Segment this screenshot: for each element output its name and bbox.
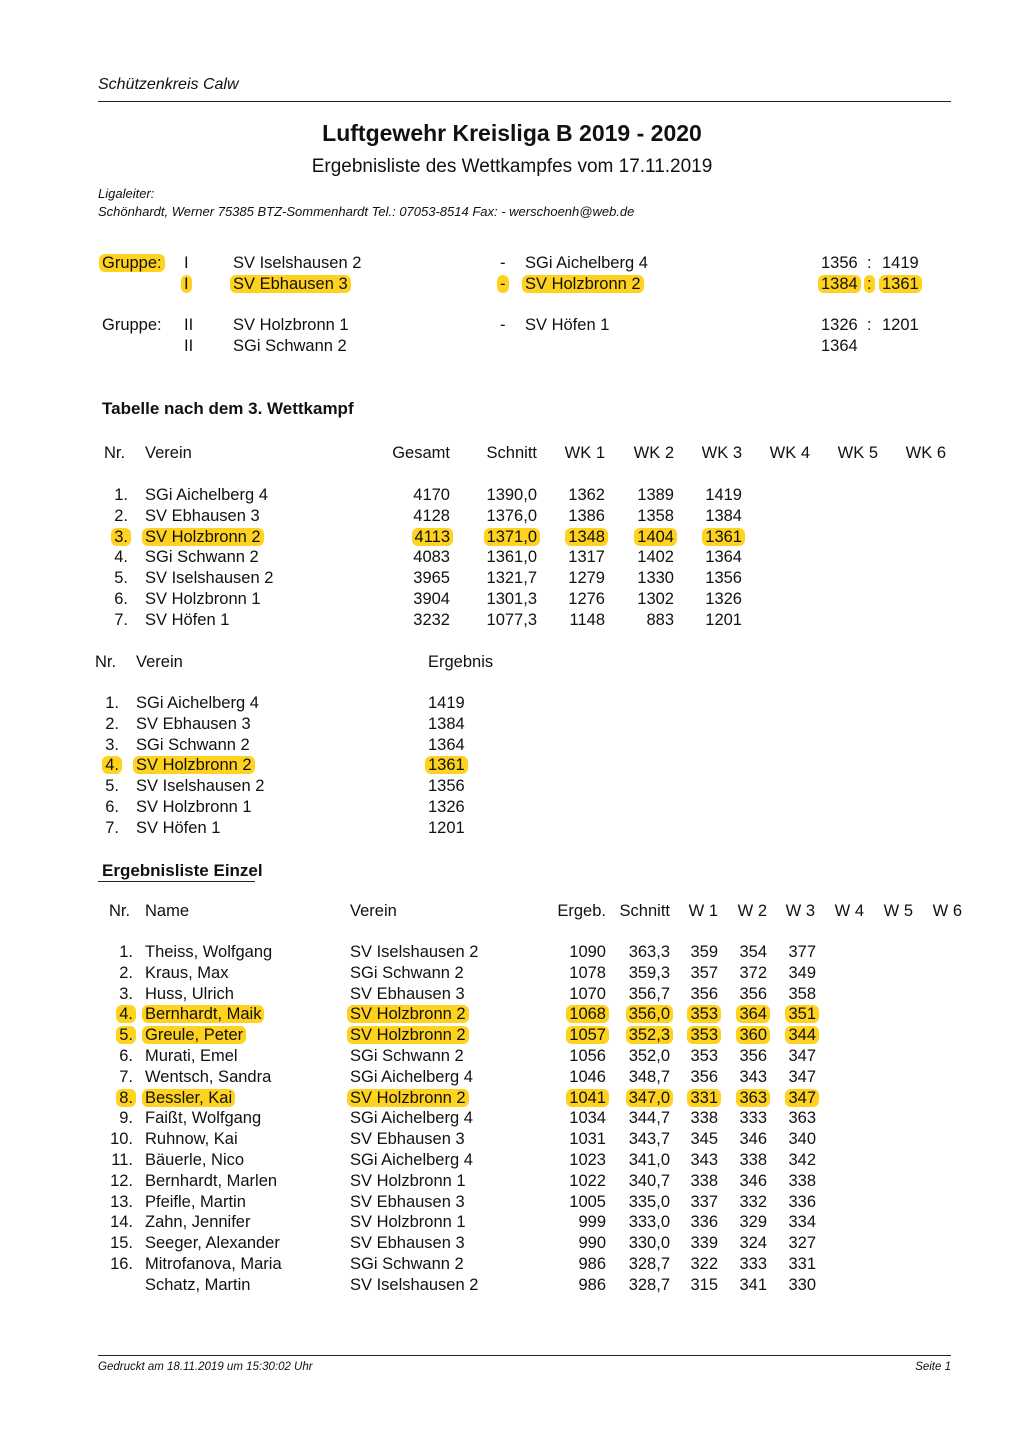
einzel-heading-underline <box>98 881 255 882</box>
standings-cell-wk1: 1386 <box>568 506 605 525</box>
result-cell-ergebnis: 1384 <box>428 714 465 733</box>
result-cell-ergebnis: 1361 <box>428 756 465 775</box>
einzel-cell-schnitt: 352,0 <box>628 1047 670 1065</box>
einzel-cell-name: Ruhnow, Kai <box>145 1130 238 1149</box>
match-score-away: 1201 <box>882 316 919 334</box>
einzel-cell-verein: SV Ebhausen 3 <box>350 984 465 1003</box>
einzel-cell-w1: 353 <box>598 1005 718 1024</box>
match-score-home: 1364 <box>821 337 858 355</box>
standings-cell-gesamt: 4170 <box>413 486 450 504</box>
result-cell-nr: 3. <box>105 735 119 754</box>
einzel-cell-name: Theiss, Wolfgang <box>145 943 273 961</box>
standings-cell-nr: 4. <box>114 548 128 567</box>
match-group: I <box>184 275 189 294</box>
standings-cell-schnitt: 1361,0 <box>486 548 537 567</box>
einzel-cell-w1: 337 <box>690 1192 718 1211</box>
org-name: Schützenkreis Calw <box>98 76 239 93</box>
einzel-cell-schnitt: 359,3 <box>628 963 670 982</box>
footer-printed: Gedruckt am 18.11.2019 um 15:30:02 Uhr <box>98 1361 313 1373</box>
einzel-cell-schnitt: 333,0 <box>628 1213 670 1232</box>
standings-cell-nr: 1. <box>114 486 128 504</box>
einzel-cell-w2: 360 <box>647 1026 767 1045</box>
einzel-cell-name: Schatz, Martin <box>145 1275 251 1294</box>
einzel-cell-ergeb: 1057 <box>486 1026 606 1045</box>
match-separator: - <box>500 316 506 334</box>
einzel-cell-w3: 347 <box>788 1067 816 1086</box>
einzel-cell-w2: 363 <box>647 1089 767 1108</box>
einzel-cell-w1: 353 <box>690 1047 718 1065</box>
standings-cell-wk2: 1330 <box>637 569 674 588</box>
standings-header-cell: Schnitt <box>486 444 537 462</box>
standings-cell-gesamt: 4128 <box>413 506 450 525</box>
standings-cell-wk2: 883 <box>646 610 674 629</box>
einzel-cell-ergeb: 1005 <box>569 1192 606 1211</box>
einzel-cell-ergeb: 990 <box>578 1234 606 1253</box>
einzel-cell-ergeb: 1022 <box>569 1171 606 1190</box>
einzel-cell-w2: 356 <box>739 1047 767 1065</box>
standings-cell-wk1: 1362 <box>568 486 605 504</box>
result-cell-nr: 2. <box>105 714 119 733</box>
einzel-cell-schnitt: 356,7 <box>628 984 670 1003</box>
einzel-cell-nr: 10. <box>110 1130 133 1149</box>
result-cell-nr: 1. <box>105 694 119 712</box>
match-score-colon: : <box>867 275 872 294</box>
einzel-header-cell: Schnitt <box>619 902 670 920</box>
einzel-cell-nr: 1. <box>119 943 133 961</box>
einzel-cell-schnitt: 328,7 <box>628 1255 670 1273</box>
einzel-cell-w1: 357 <box>690 963 718 982</box>
standings-cell-schnitt: 1077,3 <box>486 610 537 629</box>
einzel-cell-name: Zahn, Jennifer <box>145 1213 251 1232</box>
result-cell-verein: SV Holzbronn 2 <box>136 756 252 775</box>
einzel-cell-verein: SGi Aichelberg 4 <box>350 1109 473 1128</box>
einzel-cell-nr: 16. <box>110 1255 133 1273</box>
standings-cell-wk2: 1402 <box>637 548 674 567</box>
einzel-cell-verein: SGi Schwann 2 <box>350 1047 464 1065</box>
match-score-home: 1326 <box>821 316 858 334</box>
einzel-cell-verein: SGi Aichelberg 4 <box>350 1151 473 1169</box>
match-group: II <box>184 337 194 355</box>
result-cell-verein: SGi Schwann 2 <box>136 735 250 754</box>
match-group-label: Gruppe: <box>102 254 162 273</box>
match-score-colon: : <box>867 254 872 272</box>
standings-cell-verein: SGi Schwann 2 <box>145 548 259 567</box>
standings-cell-gesamt: 3904 <box>413 590 450 608</box>
einzel-cell-w1: 322 <box>690 1255 718 1273</box>
result-cell-nr: 5. <box>105 777 119 796</box>
standings-cell-wk2: 1389 <box>637 486 674 504</box>
standings-header-cell: WK 3 <box>701 444 742 462</box>
einzel-cell-ergeb: 1034 <box>569 1109 606 1128</box>
einzel-cell-name: Bernhardt, Marlen <box>145 1171 278 1190</box>
match-home-team: SV Iselshausen 2 <box>233 254 362 272</box>
einzel-cell-schnitt: 335,0 <box>628 1192 670 1211</box>
match-away-team: SV Holzbronn 2 <box>525 275 641 294</box>
einzel-cell-w1: 356 <box>690 1067 718 1086</box>
einzel-cell-w2: 364 <box>647 1005 767 1024</box>
standings-header-cell: Verein <box>145 444 192 462</box>
standings-header-cell: Nr. <box>104 444 126 462</box>
einzel-cell-nr: 5. <box>13 1026 133 1045</box>
einzel-cell-nr: 12. <box>110 1171 133 1190</box>
standings-cell-verein: SV Ebhausen 3 <box>145 506 260 525</box>
match-score-away: 1419 <box>882 254 919 272</box>
match-home-team: SGi Schwann 2 <box>233 337 347 355</box>
einzel-cell-nr: 8. <box>13 1089 133 1108</box>
match-score-away: 1361 <box>882 275 919 294</box>
standings-cell-wk3: 1201 <box>705 610 742 629</box>
footer-page: Seite 1 <box>915 1361 951 1373</box>
standings-cell-wk3: 1419 <box>705 486 742 504</box>
einzel-header-cell: Nr. <box>109 902 131 920</box>
result-cell-verein: SV Holzbronn 1 <box>136 798 252 816</box>
result-cell-ergebnis: 1326 <box>428 798 465 816</box>
standings-cell-gesamt: 3232 <box>413 610 450 629</box>
einzel-cell-schnitt: 352,3 <box>550 1026 670 1045</box>
ligaleiter-info: Schönhardt, Werner 75385 BTZ-Sommenhardt Tel.: 07053-8514 Fax: - werschoenh@web.de <box>98 204 635 219</box>
standings-cell-wk1: 1148 <box>569 610 605 629</box>
einzel-cell-ergeb: 986 <box>578 1275 606 1294</box>
standings-header-cell: WK 2 <box>633 444 674 462</box>
result-cell-ergebnis: 1201 <box>428 818 465 837</box>
match-away-team: SGi Aichelberg 4 <box>525 254 648 272</box>
einzel-cell-w1: 359 <box>690 943 718 961</box>
standings-cell-wk1: 1317 <box>568 548 605 567</box>
einzel-cell-w1: 353 <box>598 1026 718 1045</box>
einzel-cell-w1: 336 <box>690 1213 718 1232</box>
standings-cell-wk3: 1326 <box>705 590 742 608</box>
einzel-cell-nr: 2. <box>119 963 133 982</box>
result-header-cell: Nr. <box>95 653 117 671</box>
einzel-cell-name: Murati, Emel <box>145 1047 238 1065</box>
einzel-cell-w2: 341 <box>739 1275 767 1294</box>
einzel-cell-schnitt: 343,7 <box>628 1130 670 1149</box>
result-cell-verein: SV Ebhausen 3 <box>136 714 251 733</box>
page-subtitle: Ergebnisliste des Wettkampfes vom 17.11.2019 <box>311 156 713 177</box>
standings-cell-verein: SGi Aichelberg 4 <box>145 486 268 504</box>
result-cell-nr: 6. <box>105 798 119 816</box>
standings-cell-nr: 5. <box>114 569 128 588</box>
einzel-cell-verein: SV Holzbronn 2 <box>350 1026 466 1045</box>
match-score-home: 1384 <box>821 275 858 294</box>
standings-cell-gesamt: 4113 <box>330 528 450 547</box>
einzel-cell-ergeb: 1070 <box>569 984 606 1003</box>
standings-header-cell: WK 6 <box>905 444 946 462</box>
result-header-cell: Verein <box>136 653 183 671</box>
match-separator: - <box>500 254 506 272</box>
standings-cell-nr: 2. <box>114 506 128 525</box>
standings-cell-gesamt: 4083 <box>413 548 450 567</box>
einzel-cell-name: Huss, Ulrich <box>145 984 234 1003</box>
einzel-cell-ergeb: 1090 <box>569 943 606 961</box>
einzel-cell-ergeb: 1041 <box>486 1089 606 1108</box>
standings-cell-schnitt: 1390,0 <box>486 486 537 504</box>
match-separator: - <box>500 275 506 294</box>
einzel-cell-schnitt: 328,7 <box>628 1275 670 1294</box>
standings-cell-schnitt: 1301,3 <box>486 590 537 608</box>
match-score-home: 1356 <box>821 254 858 272</box>
standings-cell-wk1: 1348 <box>485 528 605 547</box>
einzel-cell-schnitt: 340,7 <box>628 1171 670 1190</box>
einzel-cell-w3: 340 <box>788 1130 816 1149</box>
einzel-header-cell: W 2 <box>737 902 767 920</box>
einzel-cell-w1: 343 <box>690 1151 718 1169</box>
standings-cell-gesamt: 3965 <box>413 569 450 588</box>
einzel-header-cell: W 1 <box>688 902 718 920</box>
match-group-label: Gruppe: <box>102 316 162 334</box>
match-away-team: SV Höfen 1 <box>525 316 610 334</box>
result-cell-ergebnis: 1364 <box>428 735 465 754</box>
einzel-cell-nr: 4. <box>13 1005 133 1024</box>
standings-cell-schnitt: 1376,0 <box>486 506 537 525</box>
standings-header-cell: Gesamt <box>392 444 450 462</box>
einzel-heading: Ergebnisliste Einzel <box>102 861 263 880</box>
einzel-cell-w2: 346 <box>739 1130 767 1149</box>
einzel-cell-nr: 11. <box>111 1151 133 1169</box>
einzel-cell-w3: 342 <box>788 1151 816 1169</box>
einzel-cell-w2: 329 <box>739 1213 767 1232</box>
einzel-cell-nr: 6. <box>119 1047 133 1065</box>
einzel-cell-nr: 3. <box>119 984 133 1003</box>
einzel-cell-name: Greule, Peter <box>145 1026 243 1045</box>
standings-cell-wk2: 1358 <box>637 506 674 525</box>
einzel-cell-name: Mitrofanova, Maria <box>145 1255 282 1273</box>
standings-cell-wk1: 1279 <box>568 569 605 588</box>
einzel-cell-w2: 343 <box>739 1067 767 1086</box>
einzel-cell-w1: 356 <box>690 984 718 1003</box>
einzel-cell-w1: 338 <box>690 1171 718 1190</box>
standings-cell-schnitt: 1321,7 <box>486 569 537 588</box>
standings-cell-nr: 3. <box>8 528 128 547</box>
einzel-cell-w2: 354 <box>739 943 767 961</box>
einzel-cell-ergeb: 1068 <box>486 1005 606 1024</box>
einzel-cell-verein: SV Ebhausen 3 <box>350 1234 465 1253</box>
einzel-cell-schnitt: 347,0 <box>550 1089 670 1108</box>
einzel-header-cell: W 4 <box>834 902 864 920</box>
result-cell-nr: 7. <box>105 818 119 837</box>
einzel-cell-w1: 339 <box>690 1234 718 1253</box>
result-cell-verein: SV Iselshausen 2 <box>136 777 265 796</box>
standings-cell-wk3: 1356 <box>705 569 742 588</box>
einzel-cell-ergeb: 1023 <box>569 1151 606 1169</box>
einzel-cell-verein: SV Ebhausen 3 <box>350 1130 465 1149</box>
einzel-cell-nr: 15. <box>110 1234 133 1253</box>
footer-rule <box>98 1355 951 1356</box>
einzel-cell-w3: 349 <box>788 963 816 982</box>
match-score-colon: : <box>867 316 872 334</box>
einzel-header-cell: W 6 <box>932 902 962 920</box>
einzel-cell-verein: SGi Schwann 2 <box>350 963 464 982</box>
match-home-team: SV Holzbronn 1 <box>233 316 349 334</box>
einzel-cell-verein: SV Holzbronn 2 <box>350 1089 466 1108</box>
einzel-cell-verein: SV Ebhausen 3 <box>350 1192 465 1211</box>
einzel-header-cell: Name <box>145 902 190 920</box>
result-cell-nr: 4. <box>0 756 119 775</box>
einzel-cell-w3: 344 <box>696 1026 816 1045</box>
standings-cell-nr: 6. <box>114 590 128 608</box>
einzel-cell-w3: 334 <box>788 1213 816 1232</box>
standings-cell-wk3: 1364 <box>705 548 742 567</box>
einzel-cell-ergeb: 1031 <box>569 1130 606 1149</box>
einzel-cell-verein: SV Iselshausen 2 <box>350 1275 479 1294</box>
einzel-header-cell: W 3 <box>785 902 815 920</box>
standings-header-cell: WK 1 <box>564 444 605 462</box>
einzel-cell-w3: 331 <box>788 1255 816 1273</box>
einzel-cell-name: Faißt, Wolfgang <box>145 1109 262 1128</box>
standings-cell-verein: SV Holzbronn 1 <box>145 590 261 608</box>
einzel-cell-name: Bernhardt, Maik <box>145 1005 261 1024</box>
einzel-cell-name: Wentsch, Sandra <box>145 1067 272 1086</box>
standings-cell-verein: SV Holzbronn 2 <box>145 528 261 547</box>
result-cell-verein: SV Höfen 1 <box>136 818 221 837</box>
einzel-cell-w2: 333 <box>739 1109 767 1128</box>
einzel-cell-w2: 346 <box>739 1171 767 1190</box>
einzel-cell-nr: 14. <box>110 1213 133 1232</box>
einzel-cell-ergeb: 1078 <box>569 963 606 982</box>
einzel-cell-w3: 351 <box>696 1005 816 1024</box>
match-group: II <box>184 316 194 334</box>
einzel-cell-w1: 315 <box>690 1275 718 1294</box>
standings-cell-schnitt: 1371,0 <box>417 528 537 547</box>
einzel-cell-w3: 330 <box>788 1275 816 1294</box>
einzel-cell-w1: 331 <box>598 1089 718 1108</box>
einzel-cell-nr: 13. <box>110 1192 133 1211</box>
einzel-cell-ergeb: 1056 <box>569 1047 606 1065</box>
standings-cell-wk2: 1404 <box>554 528 674 547</box>
einzel-cell-verein: SGi Schwann 2 <box>350 1255 464 1273</box>
result-cell-ergebnis: 1356 <box>428 777 465 796</box>
result-cell-verein: SGi Aichelberg 4 <box>136 694 259 712</box>
einzel-cell-w3: 336 <box>788 1192 816 1211</box>
einzel-cell-schnitt: 341,0 <box>628 1151 670 1169</box>
einzel-cell-w2: 332 <box>739 1192 767 1211</box>
einzel-header-cell: Ergeb. <box>557 902 606 920</box>
einzel-cell-verein: SGi Aichelberg 4 <box>350 1067 473 1086</box>
standings-cell-wk3: 1361 <box>622 528 742 547</box>
standings-cell-wk3: 1384 <box>705 506 742 525</box>
einzel-header-cell: W 5 <box>883 902 913 920</box>
einzel-cell-verein: SV Holzbronn 2 <box>350 1005 466 1024</box>
einzel-cell-verein: SV Holzbronn 1 <box>350 1213 466 1232</box>
einzel-cell-name: Bessler, Kai <box>145 1089 232 1108</box>
einzel-cell-schnitt: 348,7 <box>628 1067 670 1086</box>
einzel-cell-w3: 338 <box>788 1171 816 1190</box>
einzel-cell-w3: 347 <box>696 1089 816 1108</box>
einzel-cell-w1: 338 <box>690 1109 718 1128</box>
standings-cell-wk2: 1302 <box>637 590 674 608</box>
einzel-cell-w2: 324 <box>739 1234 767 1253</box>
einzel-cell-w3: 327 <box>788 1234 816 1253</box>
einzel-cell-name: Kraus, Max <box>145 963 229 982</box>
standings-cell-verein: SV Iselshausen 2 <box>145 569 274 588</box>
einzel-cell-w2: 338 <box>739 1151 767 1169</box>
match-group: I <box>184 254 189 272</box>
einzel-cell-name: Seeger, Alexander <box>145 1234 280 1253</box>
einzel-cell-w2: 356 <box>739 984 767 1003</box>
einzel-cell-name: Pfeifle, Martin <box>145 1192 246 1211</box>
einzel-cell-schnitt: 363,3 <box>628 943 670 961</box>
result-cell-ergebnis: 1419 <box>428 694 465 712</box>
einzel-cell-name: Bäuerle, Nico <box>145 1151 245 1169</box>
result-header-cell: Ergebnis <box>428 653 494 671</box>
einzel-cell-verein: SV Iselshausen 2 <box>350 943 479 961</box>
einzel-cell-ergeb: 1046 <box>569 1067 606 1086</box>
einzel-cell-w3: 377 <box>788 943 816 961</box>
table-heading: Tabelle nach dem 3. Wettkampf <box>102 399 354 418</box>
einzel-cell-ergeb: 986 <box>578 1255 606 1273</box>
header-rule <box>98 101 951 102</box>
einzel-cell-schnitt: 356,0 <box>550 1005 670 1024</box>
einzel-cell-nr: 7. <box>119 1067 133 1086</box>
einzel-cell-w1: 345 <box>690 1130 718 1149</box>
einzel-cell-schnitt: 344,7 <box>628 1109 670 1128</box>
einzel-cell-schnitt: 330,0 <box>628 1234 670 1253</box>
standings-cell-wk1: 1276 <box>568 590 605 608</box>
einzel-cell-w3: 358 <box>788 984 816 1003</box>
einzel-cell-w3: 363 <box>788 1109 816 1128</box>
einzel-cell-ergeb: 999 <box>578 1213 606 1232</box>
einzel-header-cell: Verein <box>350 902 397 920</box>
page-title: Luftgewehr Kreisliga B 2019 - 2020 <box>322 120 702 146</box>
einzel-cell-verein: SV Holzbronn 1 <box>350 1171 466 1190</box>
einzel-cell-w2: 372 <box>739 963 767 982</box>
standings-cell-nr: 7. <box>114 610 128 629</box>
einzel-cell-nr: 9. <box>119 1109 133 1128</box>
standings-cell-verein: SV Höfen 1 <box>145 610 230 629</box>
standings-header-cell: WK 5 <box>837 444 878 462</box>
standings-header-cell: WK 4 <box>769 444 810 462</box>
einzel-cell-w3: 347 <box>788 1047 816 1065</box>
ligaleiter-label: Ligaleiter: <box>98 186 155 201</box>
match-home-team: SV Ebhausen 3 <box>233 275 348 294</box>
einzel-cell-w2: 333 <box>739 1255 767 1273</box>
